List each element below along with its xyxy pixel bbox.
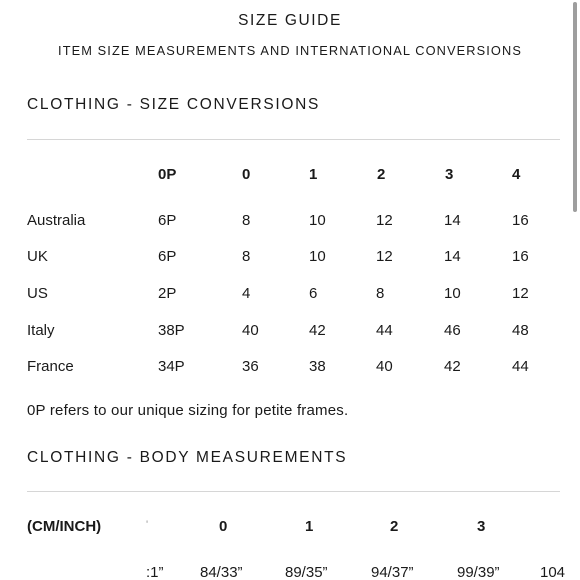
row-label: UK	[27, 248, 48, 265]
table-cell: 94/37”	[371, 564, 414, 580]
table-cell: 16	[512, 248, 529, 265]
units-label: (CM/INCH)	[27, 518, 102, 535]
petite-note: 0P refers to our unique sizing for petite frames.	[27, 402, 349, 419]
column-header: 3	[445, 166, 454, 183]
table-cell: 8	[376, 285, 385, 302]
row-label: France	[27, 358, 74, 375]
column-header: 0	[242, 166, 251, 183]
column-header: 1	[305, 518, 314, 535]
conversions-heading: CLOTHING - SIZE CONVERSIONS	[27, 96, 321, 113]
table-cell: 36	[242, 358, 259, 375]
table-cell: 99/39”	[457, 564, 500, 580]
table-cell: 6P	[158, 248, 177, 265]
table-cell: 14	[444, 248, 461, 265]
table-cell: 42	[309, 322, 326, 339]
table-cell: 10	[309, 212, 326, 229]
table-cell: 6P	[158, 212, 177, 229]
table-cell: 12	[512, 285, 529, 302]
table-cell: 40	[242, 322, 259, 339]
page-subtitle: ITEM SIZE MEASUREMENTS AND INTERNATIONAL CONVERSIONS	[58, 43, 522, 58]
measurements-divider	[27, 491, 560, 492]
table-cell: 42	[444, 358, 461, 375]
partial-column-header: '	[146, 519, 149, 531]
measurements-heading: CLOTHING - BODY MEASUREMENTS	[27, 449, 348, 466]
table-cell: :1”	[146, 564, 164, 580]
table-cell: 34P	[158, 358, 185, 375]
column-header: 2	[377, 166, 386, 183]
table-cell: 6	[309, 285, 318, 302]
column-header: 0P	[158, 166, 177, 183]
table-cell: 14	[444, 212, 461, 229]
table-cell: 40	[376, 358, 393, 375]
row-label: Australia	[27, 212, 86, 229]
table-cell: 8	[242, 212, 251, 229]
column-header: 2	[390, 518, 399, 535]
table-cell: 104	[540, 564, 566, 580]
table-cell: 38P	[158, 322, 185, 339]
table-cell: 89/35”	[285, 564, 328, 580]
table-cell: 44	[376, 322, 393, 339]
table-cell: 46	[444, 322, 461, 339]
table-cell: 12	[376, 248, 393, 265]
table-cell: 48	[512, 322, 529, 339]
table-cell: 44	[512, 358, 529, 375]
page-title: SIZE GUIDE	[238, 12, 342, 29]
row-label: US	[27, 285, 48, 302]
table-cell: 38	[309, 358, 326, 375]
column-header: 4	[512, 166, 521, 183]
column-header: 3	[477, 518, 486, 535]
table-cell: 4	[242, 285, 251, 302]
table-cell: 2P	[158, 285, 177, 302]
vertical-scrollbar[interactable]	[573, 2, 577, 212]
row-label: Italy	[27, 322, 55, 339]
table-cell: 10	[444, 285, 461, 302]
table-cell: 8	[242, 248, 251, 265]
column-header: 1	[309, 166, 318, 183]
column-header: 0	[219, 518, 228, 535]
conversions-divider	[27, 139, 560, 140]
table-cell: 12	[376, 212, 393, 229]
table-cell: 10	[309, 248, 326, 265]
table-cell: 16	[512, 212, 529, 229]
table-cell: 84/33”	[200, 564, 243, 580]
